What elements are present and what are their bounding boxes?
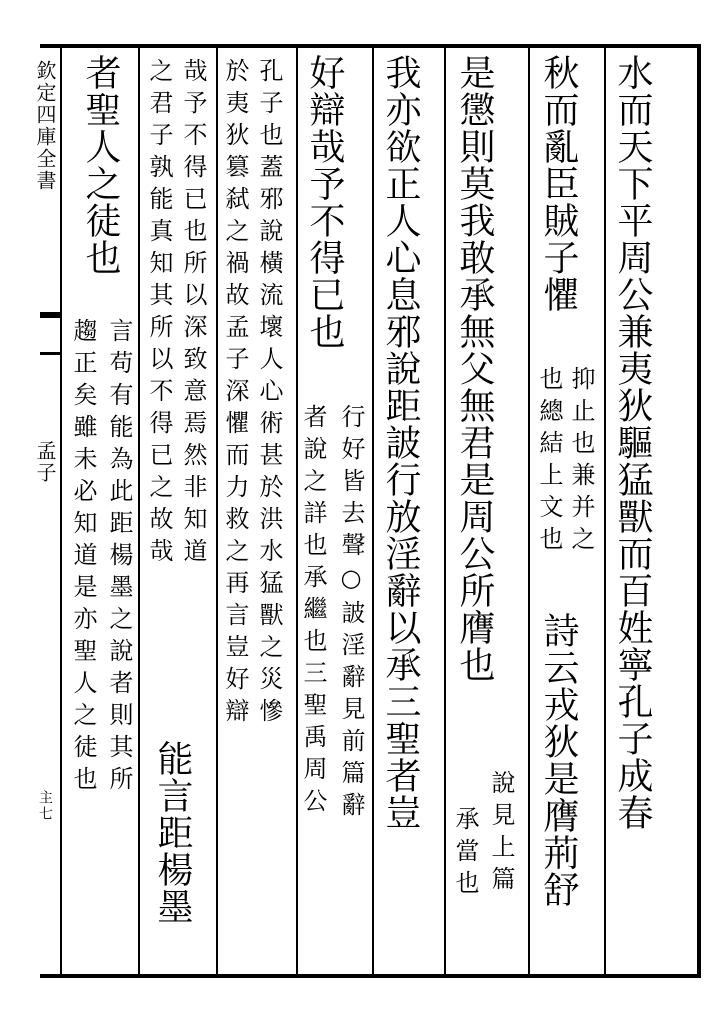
column-divider [138, 48, 140, 974]
margin-title: 欽定四庫全書 [33, 60, 57, 192]
commentary-line: 者說之詳也承繼也三聖禹周公 [299, 404, 327, 820]
text-column-main: 是懲則莫我敢承無父無君是周公所膺也 [454, 54, 495, 683]
commentary-line: 行好皆去聲○詖淫辭見前篇辭 [337, 404, 365, 824]
bottom-border [40, 974, 700, 978]
margin-page-number: 主七 [37, 790, 53, 822]
text-column-main: 能言距楊墨 [152, 740, 193, 925]
commentary-line: 言苟有能為此距楊墨之說者則其所 [105, 318, 133, 798]
margin-book-name: 孟子 [33, 440, 57, 484]
text-column-main: 我亦欲正人心息邪說距詖行放淫辭以承三聖者豈 [380, 54, 421, 831]
commentary-line: 孔子也蓋邪說橫流壞人心術甚於洪水猛獸之災慘 [255, 58, 283, 730]
commentary-line: 之君子孰能真知其所以不得已之故哉 [145, 58, 173, 570]
inner-left-border [60, 48, 62, 974]
commentary-line: 於夷狄篡弑之禍故孟子深懼而力救之再言豈好辯 [221, 58, 249, 730]
text-column-main: 秋而亂臣賊子懼 [538, 54, 579, 313]
text-column-main: 好辯哉予不得已也 [304, 54, 345, 350]
column-divider [604, 48, 606, 974]
text-column-main: 者聖人之徒也 [80, 54, 121, 276]
commentary-line: 趨正矣雖未必知道是亦聖人之徒也 [69, 318, 97, 798]
fishtail-mark [40, 312, 62, 318]
text-column-main: 詩云戎狄是膺荊舒 [538, 612, 579, 908]
commentary-line: 抑止也兼并之 [567, 366, 595, 558]
column-divider [216, 48, 218, 974]
column-divider [528, 48, 530, 974]
commentary-line: 哉予不得已也所以深致意焉然非知道 [179, 58, 207, 570]
text-column-main: 水而天下平周公兼夷狄驅猛獸而百姓寧孔子成春 [612, 54, 653, 831]
column-divider [444, 48, 446, 974]
commentary-line: 說見上篇 [487, 770, 515, 898]
fishtail-mark [40, 352, 62, 355]
right-border [697, 44, 701, 978]
commentary-line: 也總結上文也 [535, 366, 563, 558]
column-divider [372, 48, 374, 974]
commentary-line: 承當也 [451, 806, 479, 902]
column-divider [296, 48, 298, 974]
